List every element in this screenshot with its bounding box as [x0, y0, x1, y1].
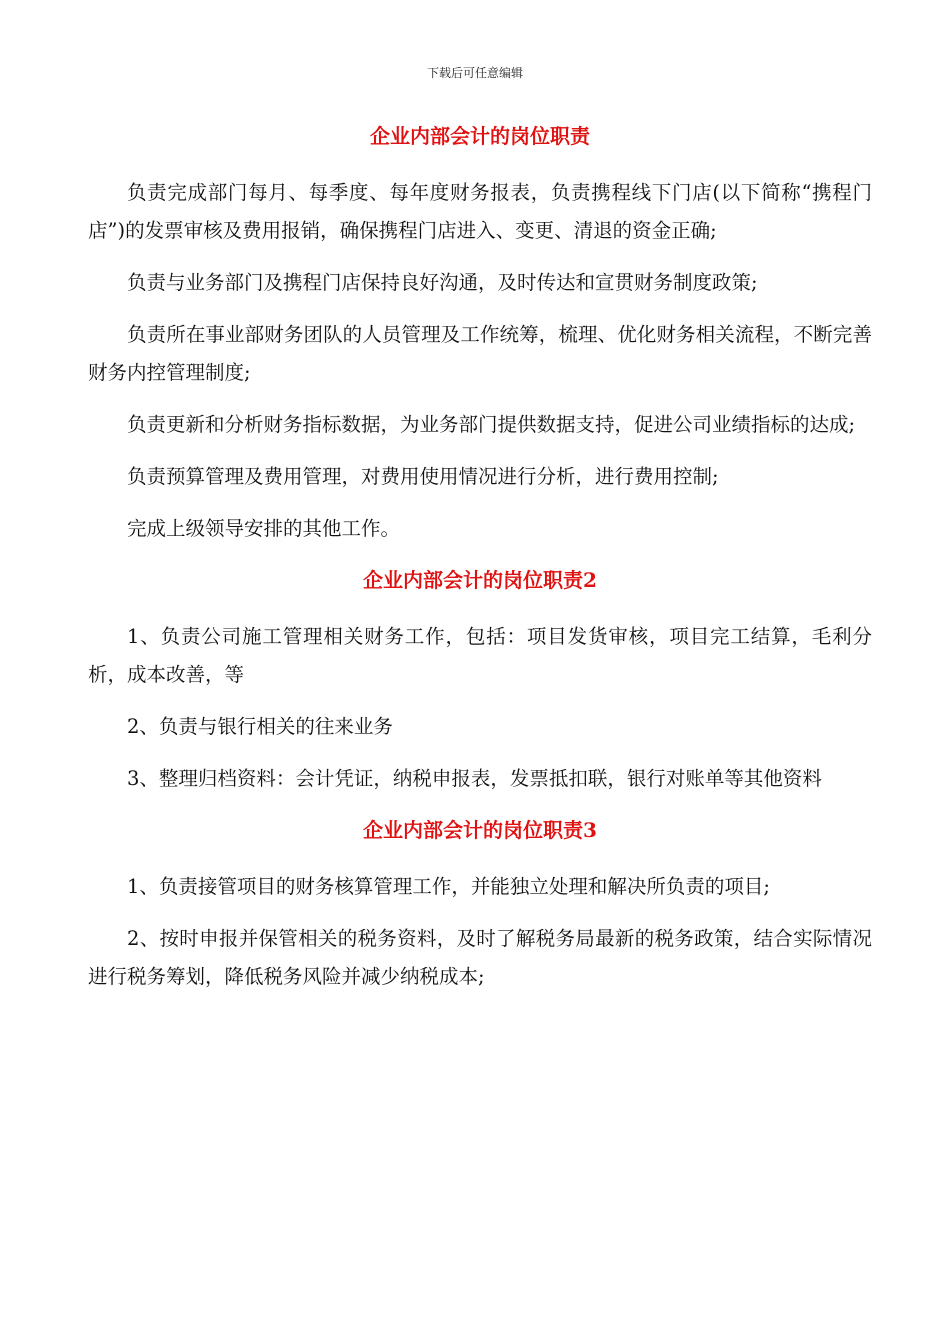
section-title-3: 企业内部会计的岗位职责3: [363, 818, 597, 842]
header-note: 下载后可任意编辑: [426, 66, 523, 80]
section-3-paragraph-2: 2、按时申报并保管相关的税务资料，及时了解税务局最新的税务政策，结合实际情况进行税务筹划，降低税务风险并减少纳税成本;: [88, 927, 872, 988]
section-1-paragraph-5: 负责预算管理及费用管理，对费用使用情况进行分析，进行费用控制;: [127, 465, 719, 488]
section-1-paragraph-2: 负责与业务部门及携程门店保持良好沟通，及时传达和宣贯财务制度政策;: [127, 271, 758, 294]
section-1-paragraph-4: 负责更新和分析财务指标数据，为业务部门提供数据支持，促进公司业绩指标的达成;: [127, 413, 856, 436]
section-title-2: 企业内部会计的岗位职责2: [363, 568, 597, 592]
section-2-paragraph-2: 2、负责与银行相关的往来业务: [127, 715, 393, 738]
section-2-paragraph-3: 3、整理归档资料：会计凭证，纳税申报表，发票抵扣联，银行对账单等其他资料: [127, 767, 822, 790]
section-3-paragraph-1: 1、负责接管项目的财务核算管理工作，并能独立处理和解决所负责的项目;: [127, 875, 770, 898]
document-content: [88, 118, 872, 996]
section-1-paragraph-1: 负责完成部门每月、每季度、每年度财务报表，负责携程线下门店(以下简称“携程门店”)的发票审核及费用报销，确保携程门店进入、变更、清退的资金正确;: [88, 181, 872, 242]
section-1-paragraph-3: 负责所在事业部财务团队的人员管理及工作统筹，梳理、优化财务相关流程，不断完善财务内控管理制度;: [88, 323, 872, 384]
section-1-paragraph-6: 完成上级领导安排的其他工作。: [127, 517, 401, 540]
section-2-paragraph-1: 1、负责公司施工管理相关财务工作，包括：项目发货审核，项目完工结算，毛利分析，成本改善，等: [88, 625, 872, 686]
section-title-1: 企业内部会计的岗位职责: [370, 124, 590, 148]
